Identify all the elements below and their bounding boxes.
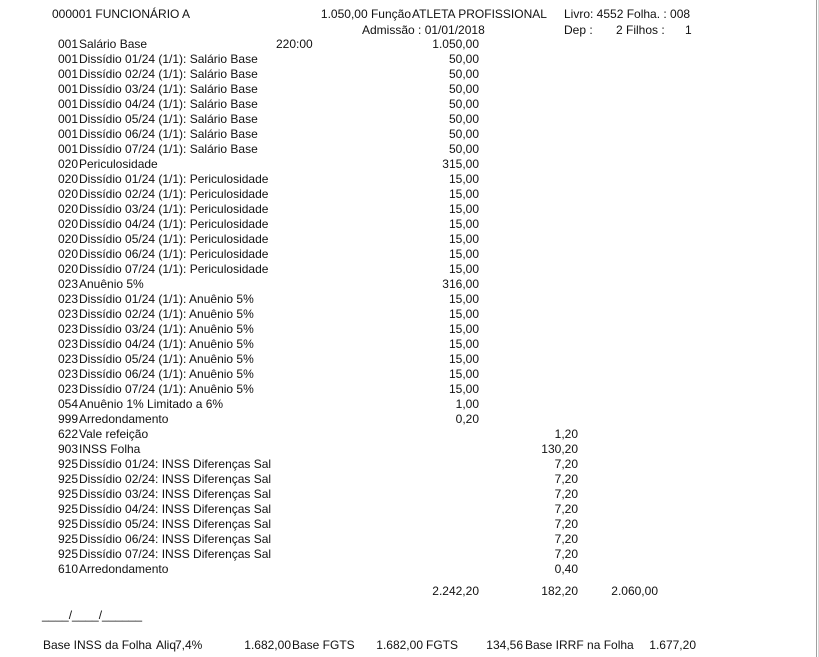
entry-desconto: 0,40 xyxy=(554,562,578,576)
entry-row xyxy=(0,277,700,292)
entry-row xyxy=(0,397,700,412)
entry-provento: 15,00 xyxy=(448,262,479,276)
entry-code: 001 xyxy=(57,67,78,81)
entry-provento: 1.050,00 xyxy=(432,37,479,51)
entry-row xyxy=(0,187,700,202)
entry-row xyxy=(0,442,700,457)
entry-code: 020 xyxy=(57,202,78,216)
entry-code: 001 xyxy=(57,127,78,141)
entry-code: 023 xyxy=(57,292,78,306)
total-liquido: 2.060,00 xyxy=(611,584,658,598)
entry-row xyxy=(0,67,700,82)
entry-description: Dissídio 02/24 (1/1): Periculosidade xyxy=(79,187,269,201)
entry-desconto: 7,20 xyxy=(554,487,578,501)
aliq-value: 7,4% xyxy=(175,638,203,652)
entry-hours: 220:00 xyxy=(276,37,313,51)
entry-description: Dissídio 01/24: INSS Diferenças Sal xyxy=(79,457,272,471)
entry-code: 622 xyxy=(57,427,78,441)
entry-row xyxy=(0,97,700,112)
children-count: 1 xyxy=(685,23,692,37)
entry-code: 610 xyxy=(57,562,78,576)
entry-row xyxy=(0,52,700,67)
base-fgts-label: Base FGTS xyxy=(292,638,355,652)
entry-provento: 0,20 xyxy=(455,412,479,426)
entry-row xyxy=(0,487,700,502)
entry-code: 054 xyxy=(57,397,78,411)
aliq-label: Aliq xyxy=(156,638,177,652)
entry-desconto: 7,20 xyxy=(554,547,578,561)
entry-row xyxy=(0,82,700,97)
entry-code: 001 xyxy=(57,52,78,66)
entry-code: 925 xyxy=(57,472,78,486)
entry-row xyxy=(0,322,700,337)
entry-description: Dissídio 05/24 (1/1): Anuênio 5% xyxy=(79,352,254,366)
entry-row xyxy=(0,337,700,352)
base-irrf-label: Base IRRF na Folha xyxy=(525,638,634,652)
entry-desconto: 7,20 xyxy=(554,502,578,516)
entry-provento: 50,00 xyxy=(448,97,479,111)
admission-date: Admissão : 01/01/2018 xyxy=(362,23,485,37)
base-fgts-value: 1.682,00 xyxy=(376,638,423,652)
entry-code: 023 xyxy=(57,322,78,336)
entry-code: 020 xyxy=(57,217,78,231)
entry-row xyxy=(0,262,700,277)
entry-row xyxy=(0,412,700,427)
entry-code: 925 xyxy=(57,517,78,531)
entry-row xyxy=(0,472,700,487)
entry-row xyxy=(0,217,700,232)
entry-description: Dissídio 07/24 (1/1): Salário Base xyxy=(79,142,258,156)
entry-code: 020 xyxy=(57,232,78,246)
fgts-label: FGTS xyxy=(426,638,458,652)
entry-code: 023 xyxy=(57,337,78,351)
entry-row xyxy=(0,367,700,382)
entry-provento: 1,00 xyxy=(455,397,479,411)
entry-code: 020 xyxy=(57,262,78,276)
entry-code: 023 xyxy=(57,382,78,396)
entry-code: 023 xyxy=(57,277,78,291)
entry-code: 001 xyxy=(57,82,78,96)
entry-code: 903 xyxy=(57,442,78,456)
entry-provento: 50,00 xyxy=(448,82,479,96)
entry-description: Dissídio 05/24 (1/1): Periculosidade xyxy=(79,232,269,246)
employee-name: 000001 FUNCIONÁRIO A xyxy=(52,7,191,21)
fgts-value: 134,56 xyxy=(486,638,523,652)
base-inss-value: 1.682,00 xyxy=(244,638,291,652)
entry-provento: 316,00 xyxy=(442,277,479,291)
entry-description: Dissídio 01/24 (1/1): Salário Base xyxy=(79,52,258,66)
entry-provento: 50,00 xyxy=(448,67,479,81)
entry-row xyxy=(0,112,700,127)
entry-row xyxy=(0,292,700,307)
entry-row xyxy=(0,547,700,562)
entry-provento: 15,00 xyxy=(448,367,479,381)
entry-description: Dissídio 05/24: INSS Diferenças Sal xyxy=(79,517,272,531)
entry-code: 023 xyxy=(57,307,78,321)
entry-provento: 15,00 xyxy=(448,202,479,216)
entry-code: 001 xyxy=(57,37,78,51)
entry-description: Dissídio 02/24 (1/1): Salário Base xyxy=(79,67,258,81)
entry-code: 925 xyxy=(57,547,78,561)
entry-description: Dissídio 07/24 (1/1): Anuênio 5% xyxy=(79,382,254,396)
entry-description: Dissídio 04/24 (1/1): Salário Base xyxy=(79,97,258,111)
entry-description: Dissídio 06/24 (1/1): Salário Base xyxy=(79,127,258,141)
entry-description: Vale refeição xyxy=(79,427,149,441)
entry-row xyxy=(0,172,700,187)
entry-description: Arredondamento xyxy=(79,562,169,576)
entry-desconto: 7,20 xyxy=(554,517,578,531)
book-page: Livro: 4552 Folha. : 008 xyxy=(564,7,691,21)
entry-provento: 15,00 xyxy=(448,292,479,306)
children-label: 2 Filhos : xyxy=(616,23,665,37)
entry-provento: 50,00 xyxy=(448,127,479,141)
entry-description: Anuênio 5% xyxy=(79,277,144,291)
date-blank: ____/____/______ xyxy=(42,608,143,622)
entry-description: Dissídio 04/24 (1/1): Periculosidade xyxy=(79,217,269,231)
entry-description: Dissídio 07/24: INSS Diferenças Sal xyxy=(79,547,272,561)
entry-description: Salário Base xyxy=(79,37,148,51)
entry-provento: 15,00 xyxy=(448,352,479,366)
entry-provento: 15,00 xyxy=(448,337,479,351)
entry-provento: 15,00 xyxy=(448,217,479,231)
function-name: ATLETA PROFISSIONAL xyxy=(412,7,547,21)
entry-row xyxy=(0,352,700,367)
salary-function-label: 1.050,00 Função xyxy=(320,7,411,21)
entry-row xyxy=(0,517,700,532)
entry-row xyxy=(0,247,700,262)
entry-code: 925 xyxy=(57,487,78,501)
entry-code: 023 xyxy=(57,367,78,381)
dependents-label: Dep : xyxy=(564,23,593,37)
entry-description: Arredondamento xyxy=(79,412,169,426)
entry-row xyxy=(0,157,700,172)
entry-row xyxy=(0,562,700,577)
entry-description: Dissídio 03/24 (1/1): Salário Base xyxy=(79,82,258,96)
entry-row xyxy=(0,142,700,157)
entry-desconto: 130,20 xyxy=(541,442,578,456)
entry-provento: 50,00 xyxy=(448,52,479,66)
entry-row xyxy=(0,202,700,217)
entry-description: Dissídio 03/24 (1/1): Periculosidade xyxy=(79,202,269,216)
entry-row xyxy=(0,382,700,397)
entry-code: 925 xyxy=(57,457,78,471)
entry-row xyxy=(0,232,700,247)
entry-provento: 15,00 xyxy=(448,382,479,396)
base-irrf-value: 1.677,20 xyxy=(649,638,696,652)
entry-row xyxy=(0,427,700,442)
entry-provento: 50,00 xyxy=(448,142,479,156)
entry-code: 999 xyxy=(57,412,78,426)
entry-provento: 50,00 xyxy=(448,112,479,126)
entry-code: 001 xyxy=(57,97,78,111)
entry-row xyxy=(0,502,700,517)
entry-row xyxy=(0,37,700,52)
entry-code: 020 xyxy=(57,187,78,201)
entry-provento: 15,00 xyxy=(448,232,479,246)
entry-description: Dissídio 05/24 (1/1): Salário Base xyxy=(79,112,258,126)
entry-code: 001 xyxy=(57,112,78,126)
entry-description: Dissídio 06/24 (1/1): Periculosidade xyxy=(79,247,269,261)
entry-provento: 15,00 xyxy=(448,172,479,186)
entry-provento: 15,00 xyxy=(448,187,479,201)
entry-code: 925 xyxy=(57,532,78,546)
entry-description: Dissídio 03/24 (1/1): Anuênio 5% xyxy=(79,322,254,336)
entry-provento: 315,00 xyxy=(442,157,479,171)
entry-description: Dissídio 02/24: INSS Diferenças Sal xyxy=(79,472,272,486)
entry-description: Dissídio 07/24 (1/1): Periculosidade xyxy=(79,262,269,276)
entry-description: Dissídio 04/24 (1/1): Anuênio 5% xyxy=(79,337,254,351)
entry-description: Dissídio 03/24: INSS Diferenças Sal xyxy=(79,487,272,501)
entry-row xyxy=(0,127,700,142)
entry-desconto: 7,20 xyxy=(554,472,578,486)
entry-code: 023 xyxy=(57,352,78,366)
entry-desconto: 7,20 xyxy=(554,532,578,546)
entry-desconto: 1,20 xyxy=(554,427,578,441)
entry-description: Dissídio 04/24: INSS Diferenças Sal xyxy=(79,502,272,516)
entry-description: Dissídio 06/24: INSS Diferenças Sal xyxy=(79,532,272,546)
total-descontos: 182,20 xyxy=(541,584,578,598)
entry-code: 020 xyxy=(57,247,78,261)
entry-desconto: 7,20 xyxy=(554,457,578,471)
entry-provento: 15,00 xyxy=(448,307,479,321)
entry-description: Anuênio 1% Limitado a 6% xyxy=(79,397,224,411)
entry-provento: 15,00 xyxy=(448,322,479,336)
entry-row xyxy=(0,457,700,472)
entry-row xyxy=(0,532,700,547)
entry-row xyxy=(0,307,700,322)
entry-code: 020 xyxy=(57,157,78,171)
entry-description: Dissídio 02/24 (1/1): Anuênio 5% xyxy=(79,307,254,321)
entry-provento: 15,00 xyxy=(448,247,479,261)
entry-description: Dissídio 01/24 (1/1): Periculosidade xyxy=(79,172,269,186)
entry-description: Dissídio 06/24 (1/1): Anuênio 5% xyxy=(79,367,254,381)
entry-description: Periculosidade xyxy=(79,157,158,171)
entry-description: INSS Folha xyxy=(79,442,141,456)
total-proventos: 2.242,20 xyxy=(432,584,479,598)
page-border-dark xyxy=(816,0,817,657)
entry-code: 925 xyxy=(57,502,78,516)
entry-code: 020 xyxy=(57,172,78,186)
entry-code: 001 xyxy=(57,142,78,156)
base-inss-label: Base INSS da Folha xyxy=(43,638,152,652)
entry-description: Dissídio 01/24 (1/1): Anuênio 5% xyxy=(79,292,254,306)
